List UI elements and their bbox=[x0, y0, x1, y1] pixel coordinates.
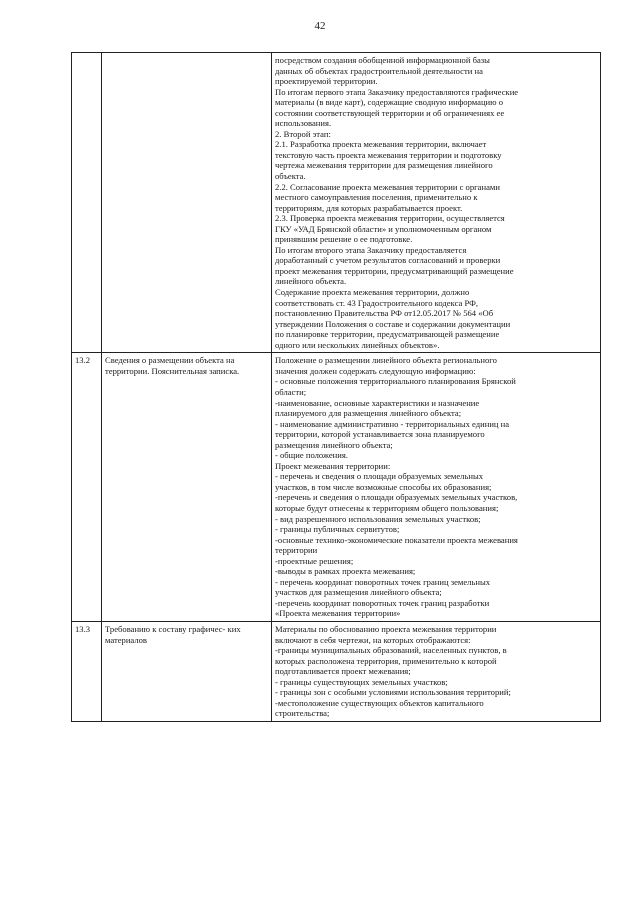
content-text: Материалы по обоснованию проекта межевания территории включают в себя чертежи, на которых отображаются: -границы муниципальных образований, населенных пунктов, в которых расположена территория, применительно к которой подготавливается проект межевания; - границы существующих земельных участков; - границы зон с особыми условиями использования территорий; -местоположение существующих объектов капитального строительства; bbox=[275, 623, 511, 719]
content-text: Положение о размещении линейного объекта регионального значения должен содержать следующую информацию: - основные положения территориального планирования Брянской области; -наименование, основные характеристики и назначение планируемого для размещения линейного объекта; - наименование административно - территориальных единиц на территории, которой устанавливается зона планируемого размещения линейного объекта; - общие положения. Проект межевания территории: - перечень и сведения о площади образуемых земельных участков, в том числе возможные способы их образования; -перечень и сведения о площади образуемых земельных участков, которые будут отнесены к территориям общего пользования; - вид разрешенного использования земельных участков; - границы публичных сервитутов; -основные технико-экономические показатели проекта межевания территории -проектные решения; -выводы в рамках проекта межевания; - перечень координат поворотных точек границ земельных участков для размещения линейного объекта; -перечень координат поворотных точек границ разработки «Проекта межевания территории» bbox=[275, 355, 518, 619]
row-content bbox=[272, 621, 601, 721]
row-content bbox=[272, 53, 601, 353]
row-title bbox=[102, 353, 272, 622]
row-number bbox=[72, 53, 102, 353]
table-row bbox=[72, 353, 601, 622]
row-number: 13.2 bbox=[72, 353, 102, 622]
row-content bbox=[272, 353, 601, 622]
row-title bbox=[102, 53, 272, 353]
title-text: Сведения о размещении объекта на территории. Пояснительная записка. bbox=[105, 355, 240, 376]
content-text: посредством создания обобщенной информационной базы данных об объектах градостроительной деятельности на проектируемой территории. По итогам первого этапа Заказчику предоставляются графические материалы (в виде карт), содержащие сводную информацию о состоянии соответствующей территории и об ограничениях ее использования. 2. Второй этап: 2.1. Разработка проекта межевания территории, включает текстовую часть проекта межевания территории и подготовку чертежа межевания территории для размещения линейного объекта. 2.2. Согласование проекта межевания территории с органами местного самоуправления поселения, применительно к территориям, для которых разрабатывается проект. 2.3. Проверка проекта межевания территории, осуществляется ГКУ «УАД Брянской области» и уполномоченным органом принявшим решение о ее подготовке. По итогам второго этапа Заказчику предоставляется доработанный с учетом результатов согласований и проверки проект межевания территории, предусматривающий размещение линейного объекта. Содержание проекта межевания территории, должно соответствовать ст. 43 Градостроительного кодекса РФ, постановлению Правительства РФ от12.05.2017 № 564 «Об утверждении Положения о составе и содержании документации по планировке территории, предусматривающей размещение одного или нескольких линейных объектов». bbox=[275, 55, 519, 350]
table-row bbox=[72, 53, 601, 353]
title-text: Требованию к составу графичес- ких материалов bbox=[105, 623, 241, 645]
requirements-table bbox=[71, 52, 601, 722]
row-number: 13.3 bbox=[72, 621, 102, 721]
table-row bbox=[72, 621, 601, 721]
row-title bbox=[102, 621, 272, 721]
page-number: 42 bbox=[314, 20, 326, 32]
